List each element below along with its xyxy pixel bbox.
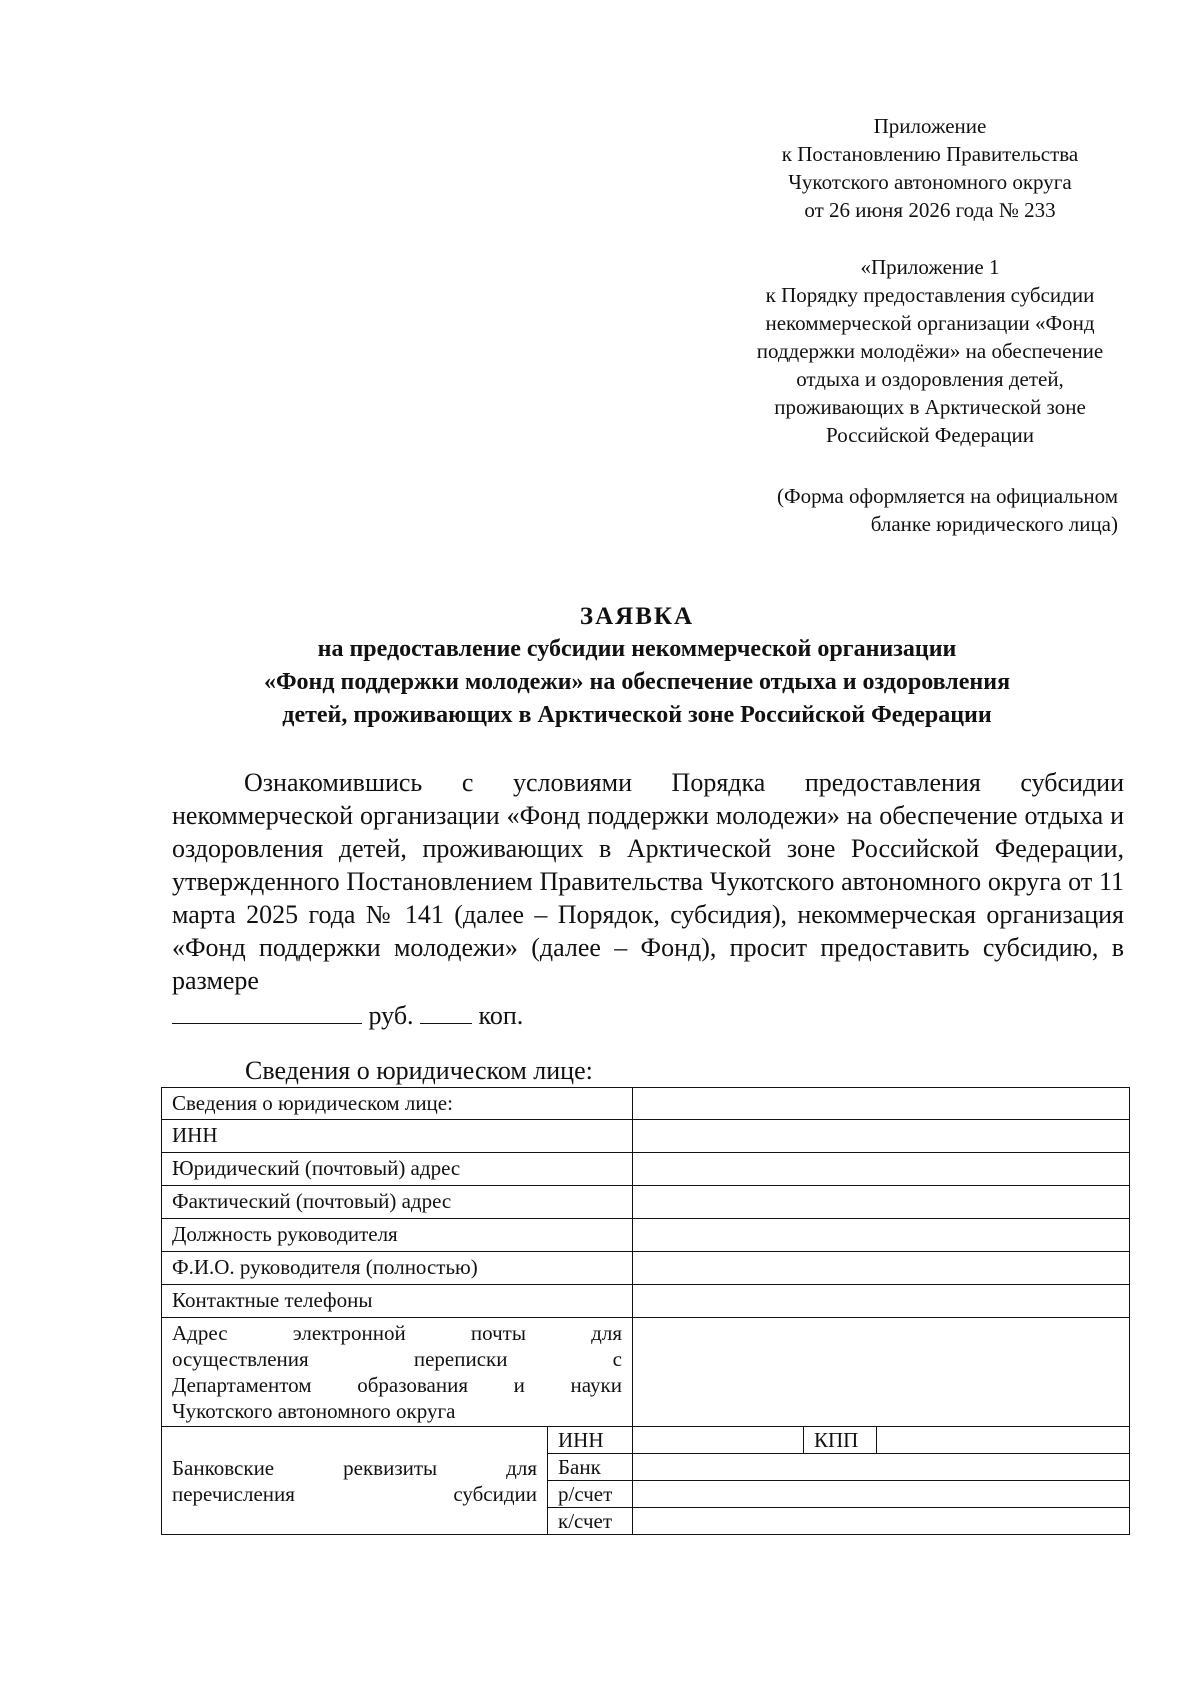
- legal-entity-table: [161, 1087, 1130, 1535]
- row-value[interactable]: [633, 1153, 1130, 1186]
- bank-inn-label: ИНН: [548, 1427, 633, 1454]
- bank-kpp-value[interactable]: [877, 1427, 1130, 1454]
- email-row-label: [162, 1318, 633, 1427]
- email-row-value[interactable]: [633, 1318, 1130, 1427]
- rub-label: руб.: [368, 1001, 414, 1030]
- bank-ks-label: к/счет: [548, 1508, 633, 1535]
- email-label-line: осуществления переписки с: [172, 1347, 622, 1371]
- row-value[interactable]: [633, 1186, 1130, 1219]
- row-value[interactable]: [633, 1252, 1130, 1285]
- title-line: на предоставление субсидии некоммерческой организации: [317, 636, 957, 662]
- form-note-line: (Форма оформляется на официальном: [776, 484, 1118, 508]
- bank-inn-value[interactable]: [633, 1427, 804, 1454]
- bank-kpp-label: КПП: [804, 1427, 877, 1454]
- amount-rub-blank[interactable]: [172, 997, 362, 1024]
- row-label: Ф.И.О. руководителя (полностью): [162, 1252, 633, 1285]
- bank-label-text: Банковские реквизиты для перечисления субсидии: [172, 1455, 537, 1506]
- email-label-line: Департаментом образования и науки: [172, 1373, 622, 1397]
- row-label: ИНН: [162, 1120, 633, 1153]
- appendix-one-line: отдыха и оздоровления детей,: [796, 367, 1064, 391]
- table-row: [162, 1088, 1130, 1120]
- form-note-line: бланке юридического лица): [870, 512, 1118, 536]
- form-note: [777, 482, 1118, 538]
- appendix-one-line: к Порядку предоставления субсидии: [765, 283, 1095, 307]
- bank-ks-value[interactable]: [633, 1508, 1130, 1535]
- appendix-one-line: поддержки молодёжи» на обеспечение: [756, 339, 1104, 363]
- kop-label: коп.: [478, 1001, 524, 1030]
- section-label: Сведения о юридическом лице:: [245, 1056, 593, 1085]
- row-value[interactable]: [633, 1219, 1130, 1252]
- bank-details-label: [162, 1427, 548, 1535]
- row-label: Должность руководителя: [162, 1219, 633, 1252]
- email-label-line: Чукотского автономного округа: [172, 1399, 456, 1423]
- row-value[interactable]: [633, 1285, 1130, 1318]
- title-heading: ЗАЯВКА: [579, 603, 695, 630]
- table-row: [162, 1285, 1130, 1318]
- paragraph-text: Ознакомившись с условиями Порядка предоставления субсидии некоммерческой организации «Фонд поддержки молодежи» на обеспечение отдыха и оздоровления детей, проживающих в Арктической зоне Российской Федерации, утвержденного Постановлением Правительства Чукотского автономного округа от 11 марта 2025 года № 141 (далее – Порядок, субсидия), некоммерческая организация «Фонд поддержки молодежи» (далее – Фонд), просит предоставить субсидию, в размере: [172, 768, 1124, 995]
- email-label-line: Адрес электронной почты для: [172, 1321, 622, 1345]
- appendix-one-line: некоммерческой организации «Фонд: [765, 311, 1095, 335]
- table-row: [162, 1427, 1130, 1454]
- table-row: [162, 1153, 1130, 1186]
- appendix-one-line: Российской Федерации: [826, 423, 1034, 447]
- bank-name-value[interactable]: [633, 1454, 1130, 1481]
- appendix-one-header: [720, 253, 1140, 449]
- table-row: [162, 1219, 1130, 1252]
- appendix-main-header: [720, 112, 1140, 224]
- appendix-main-line: Приложение: [873, 114, 987, 138]
- bank-name-label: Банк: [548, 1454, 633, 1481]
- bank-rs-label: р/счет: [548, 1481, 633, 1508]
- title-line: «Фонд поддержки молодежи» на обеспечение отдыха и оздоровления: [263, 669, 1011, 695]
- appendix-main-line: от 26 июня 2026 года № 233: [804, 198, 1056, 222]
- row-value[interactable]: [633, 1088, 1130, 1120]
- row-label: Фактический (почтовый) адрес: [162, 1186, 633, 1219]
- row-label: Контактные телефоны: [162, 1285, 633, 1318]
- table-row: [162, 1120, 1130, 1153]
- appendix-main-line: к Постановлению Правительства: [781, 142, 1079, 166]
- amount-kop-blank[interactable]: [420, 997, 472, 1024]
- title-line: детей, проживающих в Арктической зоне Российской Федерации: [282, 702, 992, 728]
- table-row: [162, 1318, 1130, 1427]
- appendix-main-line: Чукотского автономного округа: [788, 170, 1072, 194]
- bank-rs-value[interactable]: [633, 1481, 1130, 1508]
- table-row: [162, 1252, 1130, 1285]
- request-paragraph: [172, 766, 1124, 1032]
- appendix-one-line: проживающих в Арктической зоне: [774, 395, 1086, 419]
- document-title: [150, 600, 1124, 732]
- table-row: [162, 1186, 1130, 1219]
- row-value[interactable]: [633, 1120, 1130, 1153]
- row-label: Сведения о юридическом лице:: [162, 1088, 633, 1120]
- row-label: Юридический (почтовый) адрес: [162, 1153, 633, 1186]
- appendix-one-line: «Приложение 1: [860, 255, 1000, 279]
